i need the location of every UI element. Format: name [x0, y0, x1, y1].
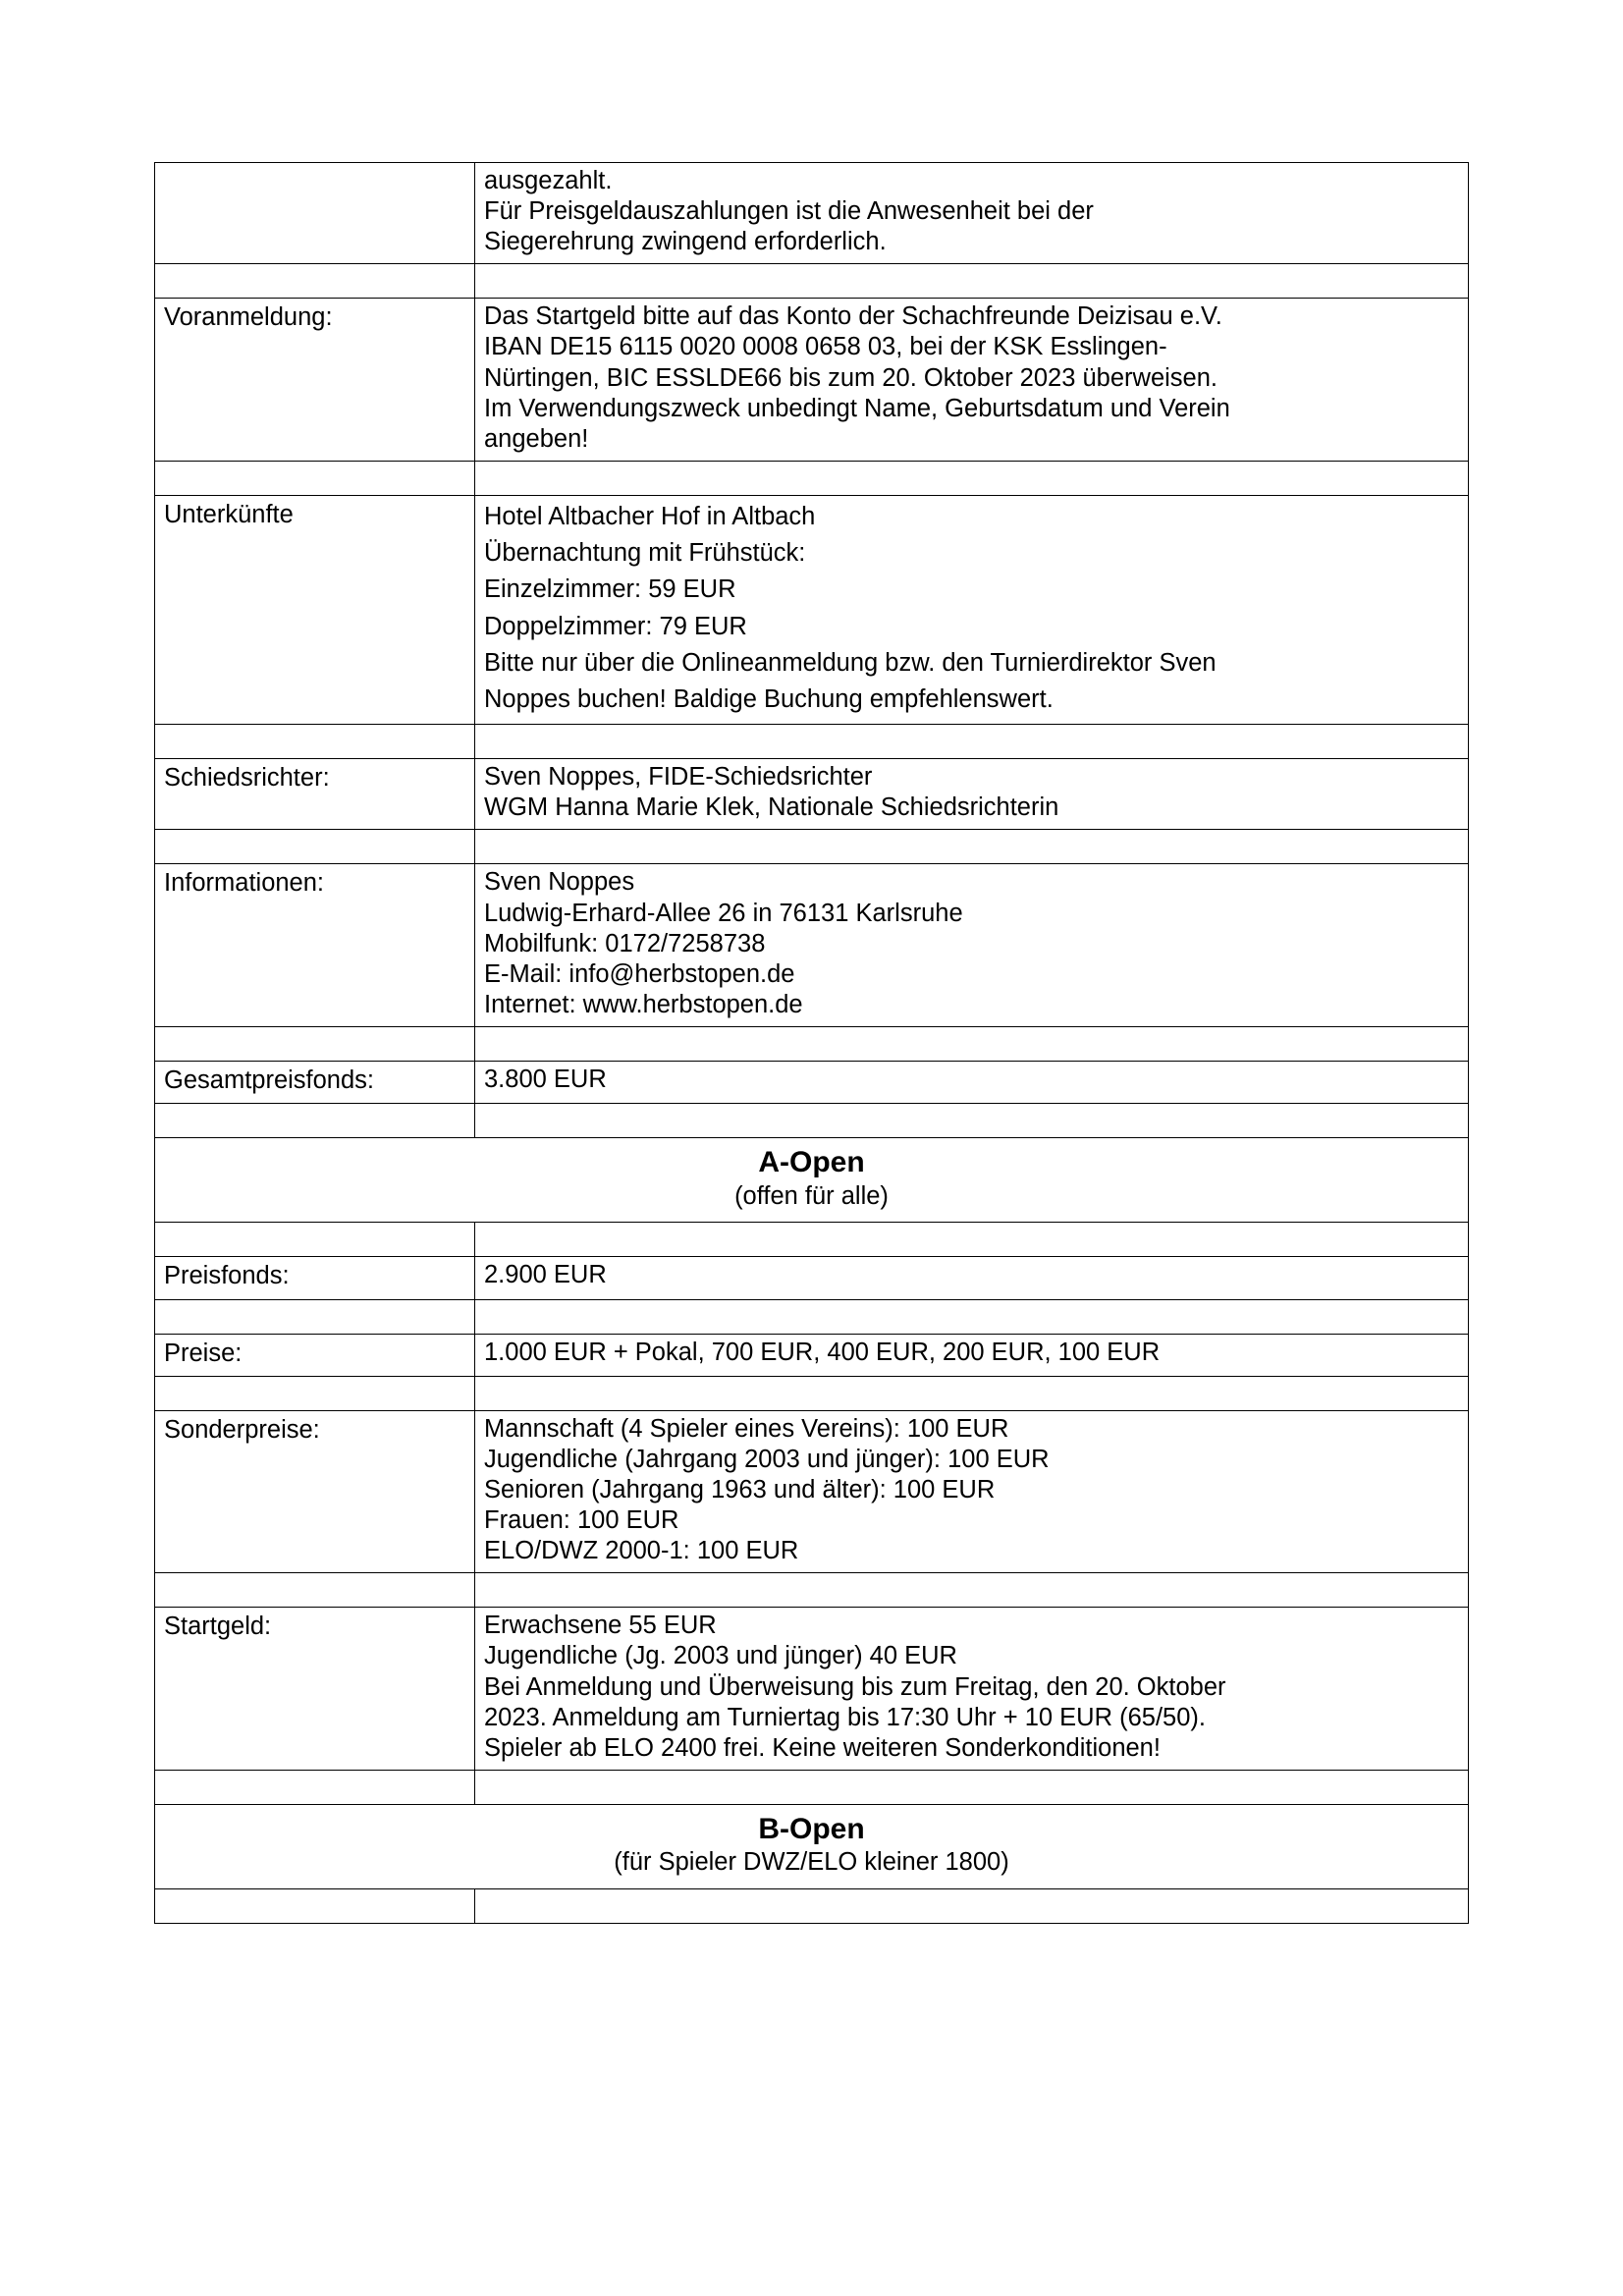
- row-value-line: 2.900 EUR: [484, 1261, 607, 1289]
- row-value-line: Mobilfunk: 0172/7258738: [484, 929, 766, 957]
- spacer-label-cell: [155, 1770, 475, 1804]
- table-row: [155, 864, 1469, 1027]
- spacer-label-cell: [155, 725, 475, 759]
- table-spacer-row: [155, 1376, 1469, 1410]
- row-value-line: Für Preisgeldauszahlungen ist die Anwesenheit bei der: [484, 197, 1094, 226]
- table-row: [155, 1257, 1469, 1299]
- spacer-label-cell: [155, 1299, 475, 1334]
- row-value-cell: [475, 1061, 1469, 1103]
- spacer-label-cell: [155, 1223, 475, 1257]
- section-heading-cell: [155, 1804, 1469, 1888]
- row-value-line: Jugendliche (Jg. 2003 und jünger) 40 EUR: [484, 1642, 957, 1670]
- row-value-line: Jugendliche (Jahrgang 2003 und jünger): 100 EUR: [484, 1445, 1050, 1473]
- spacer-value-cell: [475, 1223, 1469, 1257]
- row-label-cell: Gesamtpreisfonds:: [155, 1061, 475, 1103]
- table-row: [155, 1334, 1469, 1376]
- row-value-cell: [475, 1608, 1469, 1771]
- row-value-cell: [475, 759, 1469, 830]
- row-value-line: Spieler ab ELO 2400 frei. Keine weiteren Sonderkonditionen!: [484, 1733, 1161, 1762]
- row-label-cell: Unterkünfte: [155, 495, 475, 724]
- row-label-cell: Preisfonds:: [155, 1257, 475, 1299]
- row-value-line: Noppes buchen! Baldige Buchung empfehlenswert.: [484, 684, 1054, 713]
- row-value-cell: [475, 495, 1469, 724]
- table-row: [155, 299, 1469, 462]
- row-value-cell: [475, 1410, 1469, 1573]
- row-value-line: Sven Noppes, FIDE-Schiedsrichter: [484, 763, 873, 792]
- row-value-line: Sven Noppes: [484, 868, 635, 897]
- row-value-line: Siegerehrung zwingend erforderlich.: [484, 228, 887, 256]
- table-body: [155, 163, 1469, 1924]
- section-heading-title: A-Open: [758, 1146, 865, 1179]
- section-heading-row: [155, 1138, 1469, 1223]
- table-spacer-row: [155, 725, 1469, 759]
- spacer-value-cell: [475, 1026, 1469, 1061]
- row-value-line: Das Startgeld bitte auf das Konto der Schachfreunde Deizisau e.V.: [484, 302, 1222, 331]
- table-spacer-row: [155, 264, 1469, 299]
- row-value-cell: [475, 864, 1469, 1027]
- row-value-line: 3.800 EUR: [484, 1065, 607, 1093]
- row-value-line: ELO/DWZ 2000-1: 100 EUR: [484, 1537, 799, 1565]
- spacer-value-cell: [475, 1104, 1469, 1138]
- section-heading-row: [155, 1804, 1469, 1888]
- row-value-line: Ludwig-Erhard-Allee 26 in 76131 Karlsruhe: [484, 899, 963, 927]
- spacer-value-cell: [475, 1376, 1469, 1410]
- table-row: [155, 1061, 1469, 1103]
- section-heading-cell: [155, 1138, 1469, 1223]
- table-row: [155, 495, 1469, 724]
- spacer-value-cell: [475, 461, 1469, 495]
- row-value-line: Nürtingen, BIC ESSLDE66 bis zum 20. Oktober 2023 überweisen.: [484, 363, 1217, 392]
- row-value-cell: [475, 299, 1469, 462]
- row-label-cell: Preise:: [155, 1334, 475, 1376]
- table-row: [155, 163, 1469, 264]
- spacer-value-cell: [475, 1889, 1469, 1924]
- table-spacer-row: [155, 461, 1469, 495]
- spacer-value-cell: [475, 1573, 1469, 1608]
- table-spacer-row: [155, 1770, 1469, 1804]
- row-value-line: Doppelzimmer: 79 EUR: [484, 612, 747, 640]
- row-value-line: 2023. Anmeldung am Turniertag bis 17:30 Uhr + 10 EUR (65/50).: [484, 1703, 1206, 1731]
- row-label-cell: Informationen:: [155, 864, 475, 1027]
- row-value-line: E-Mail: info@herbstopen.de: [484, 959, 795, 988]
- section-heading-subtitle: (für Spieler DWZ/ELO kleiner 1800): [614, 1848, 1009, 1877]
- row-value-line: Im Verwendungszweck unbedingt Name, Geburtsdatum und Verein: [484, 394, 1230, 422]
- table-spacer-row: [155, 1889, 1469, 1924]
- table-row: [155, 1608, 1469, 1771]
- table-spacer-row: [155, 1299, 1469, 1334]
- row-value-line: Erwachsene 55 EUR: [484, 1612, 717, 1640]
- tournament-details-table: [154, 162, 1469, 1924]
- spacer-label-cell: [155, 264, 475, 299]
- row-value-line: 1.000 EUR + Pokal, 700 EUR, 400 EUR, 200 EUR, 100 EUR: [484, 1338, 1161, 1366]
- spacer-value-cell: [475, 1299, 1469, 1334]
- row-value-line: Bei Anmeldung und Überweisung bis zum Freitag, den 20. Oktober: [484, 1672, 1226, 1701]
- row-value-line: Einzelzimmer: 59 EUR: [484, 575, 736, 604]
- table-spacer-row: [155, 1104, 1469, 1138]
- row-label-cell: Voranmeldung:: [155, 299, 475, 462]
- section-heading-subtitle: (offen für alle): [734, 1181, 889, 1210]
- row-value-line: Internet: www.herbstopen.de: [484, 990, 803, 1018]
- spacer-value-cell: [475, 264, 1469, 299]
- row-label-cell: Schiedsrichter:: [155, 759, 475, 830]
- row-label-cell: Sonderpreise:: [155, 1410, 475, 1573]
- row-value-line: Hotel Altbacher Hof in Altbach: [484, 502, 816, 530]
- row-value-line: Senioren (Jahrgang 1963 und älter): 100 EUR: [484, 1475, 996, 1503]
- spacer-value-cell: [475, 725, 1469, 759]
- table-spacer-row: [155, 1026, 1469, 1061]
- table-row: [155, 1410, 1469, 1573]
- table-spacer-row: [155, 1573, 1469, 1608]
- row-value-line: Übernachtung mit Frühstück:: [484, 539, 806, 568]
- spacer-label-cell: [155, 1104, 475, 1138]
- row-value-line: Bitte nur über die Onlineanmeldung bzw. den Turnierdirektor Sven: [484, 648, 1217, 677]
- row-value-line: Frauen: 100 EUR: [484, 1506, 679, 1535]
- spacer-label-cell: [155, 461, 475, 495]
- spacer-label-cell: [155, 1376, 475, 1410]
- row-value-line: angeben!: [484, 424, 589, 453]
- row-value-line: Mannschaft (4 Spieler eines Vereins): 100 EUR: [484, 1414, 1009, 1443]
- table-row: [155, 759, 1469, 830]
- row-value-cell: [475, 1334, 1469, 1376]
- spacer-value-cell: [475, 830, 1469, 864]
- table-spacer-row: [155, 830, 1469, 864]
- table-spacer-row: [155, 1223, 1469, 1257]
- spacer-value-cell: [475, 1770, 1469, 1804]
- row-label-cell: [155, 163, 475, 264]
- row-value-line: IBAN DE15 6115 0020 0008 0658 03, bei der KSK Esslingen-: [484, 333, 1167, 361]
- spacer-label-cell: [155, 1026, 475, 1061]
- row-value-cell: [475, 1257, 1469, 1299]
- row-label-cell: Startgeld:: [155, 1608, 475, 1771]
- spacer-label-cell: [155, 1889, 475, 1924]
- spacer-label-cell: [155, 1573, 475, 1608]
- row-value-line: ausgezahlt.: [484, 167, 613, 194]
- spacer-label-cell: [155, 830, 475, 864]
- row-value-cell: [475, 163, 1469, 264]
- row-value-line: WGM Hanna Marie Klek, Nationale Schiedsrichterin: [484, 793, 1059, 822]
- section-heading-title: B-Open: [758, 1812, 865, 1845]
